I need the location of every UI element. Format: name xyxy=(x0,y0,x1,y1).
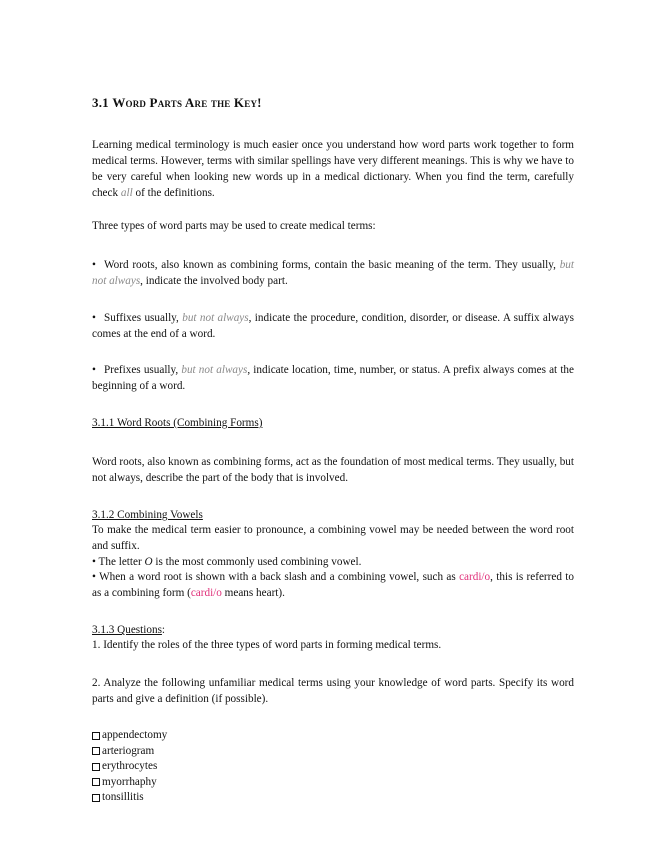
list-item xyxy=(92,744,167,760)
checkbox-icon xyxy=(92,763,100,771)
checkbox-icon xyxy=(92,778,100,786)
list-item xyxy=(92,728,167,744)
term-label: arteriogram xyxy=(102,744,155,757)
section-311-body: Word roots, also known as combining forms, act as the foundation of most medical terms. They usually, but not always, describe the part of the body that is involved. xyxy=(92,456,574,484)
bullet-marker: • xyxy=(92,364,96,376)
page-title xyxy=(92,95,262,111)
intro-paragraph xyxy=(92,137,574,201)
bullet-marker: • xyxy=(92,259,96,271)
list-item xyxy=(92,790,167,806)
section-312-line-1 xyxy=(92,554,574,570)
line-text-end: is the most commonly used combining vowel. xyxy=(152,556,362,568)
term-label: erythrocytes xyxy=(102,760,158,772)
bullet-text-end: , indicate the involved body part. xyxy=(140,275,288,287)
letter-o: O xyxy=(144,556,153,568)
section-312-heading: 3.1.2 Combining Vowels xyxy=(92,509,203,521)
bullet-text-end: , indicate the procedure, condition, disorder, or disease. A suffix always comes at the end of a word. xyxy=(92,312,574,340)
medical-terms-list xyxy=(92,728,167,806)
line-text-mid: , this is referred to as a combining form ( xyxy=(92,571,574,599)
term-label: myorrhaphy xyxy=(102,775,157,788)
bullet-marker: • xyxy=(92,556,96,568)
question-2: 2. Analyze the following unfamiliar medical terms using your knowledge of word parts. Specify its word parts and give a definition (if possible). xyxy=(92,677,574,705)
section-311-heading: 3.1.1 Word Roots (Combining Forms) xyxy=(92,417,263,429)
intro-text: Learning medical terminology is much easier once you understand how word parts work together to form medical terms. However, terms with similar spellings have very different meanings. This is why we have to be very careful when looking new words up in a medical dictionary. When you find the term, carefully check xyxy=(92,139,574,199)
checkbox-icon xyxy=(92,732,100,740)
bullet-text: Word roots, also known as combining forms, contain the basic meaning of the term. They usually, xyxy=(104,259,560,271)
bullet-emphasis: but not always xyxy=(182,312,249,324)
intro-emphasis: all xyxy=(120,187,133,199)
bullet-marker: • xyxy=(92,312,96,324)
bullet-prefixes xyxy=(92,362,574,394)
bullet-word-roots xyxy=(92,257,574,289)
section-title-text: Word Parts Are the Key! xyxy=(112,95,262,110)
bullet-emphasis: but not always xyxy=(181,364,248,376)
line-text-end: means heart). xyxy=(221,587,285,599)
bullet-emphasis: but not always xyxy=(92,259,574,287)
combining-form-term: cardi/o xyxy=(459,571,491,583)
term-label: tonsillitis xyxy=(102,791,144,803)
bullet-marker: • xyxy=(92,571,96,583)
heading-colon: : xyxy=(161,624,166,636)
combining-form-term-2: cardi/o xyxy=(190,587,222,599)
bullet-text: Prefixes usually, xyxy=(104,364,182,376)
bullet-text: Suffixes usually, xyxy=(104,312,183,324)
section-312-body: To make the medical term easier to pronounce, a combining vowel may be needed between the word root and suffix. xyxy=(92,524,574,552)
checkbox-icon xyxy=(92,747,100,755)
section-312-line-2 xyxy=(92,569,574,601)
bullet-suffixes xyxy=(92,310,574,342)
section-313-heading: 3.1.3 Questions xyxy=(92,624,162,636)
line-text: The letter xyxy=(98,556,145,568)
bullet-text-end: , indicate location, time, number, or status. A prefix always comes at the beginning of a word. xyxy=(92,364,574,392)
line-text: When a word root is shown with a back slash and a combining vowel, such as xyxy=(99,571,460,583)
section-number: 3.1 xyxy=(92,95,109,110)
intro-text-end: of the definitions. xyxy=(132,187,215,199)
list-item xyxy=(92,759,167,775)
types-intro: Three types of word parts may be used to create medical terms: xyxy=(92,220,376,232)
question-1: 1. Identify the roles of the three types of word parts in forming medical terms. xyxy=(92,639,442,651)
term-label: appendectomy xyxy=(102,729,168,741)
list-item xyxy=(92,775,167,791)
checkbox-icon xyxy=(92,794,100,802)
section-313-heading-line xyxy=(92,622,574,638)
